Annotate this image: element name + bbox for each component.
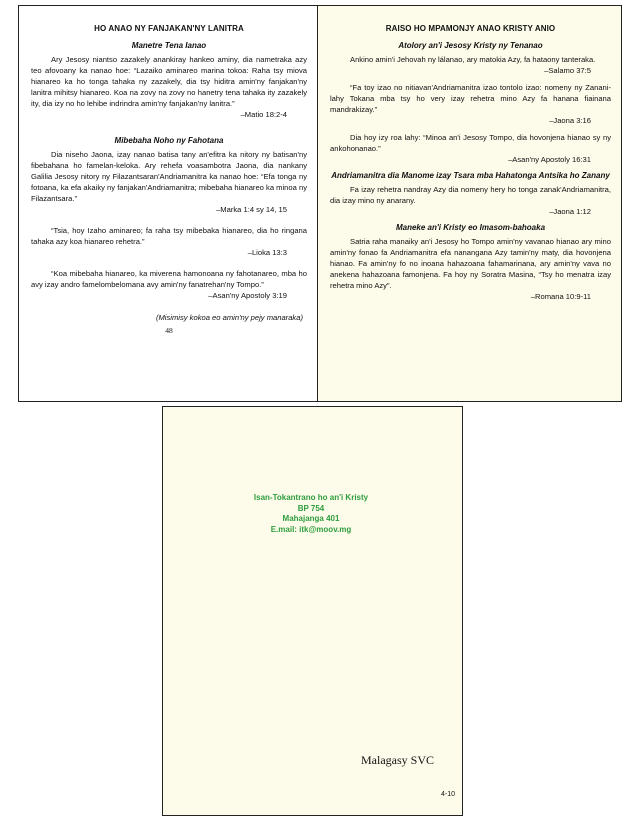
section-title: Maneke an'i Kristy eo Imasom-bahoaka [395, 223, 546, 232]
org-name: Isan-Tokantrano ho an'i Kristy [253, 493, 369, 502]
scripture-reference: –Matio 18:2-4 [240, 110, 287, 119]
paragraph: Dia niseho Jaona, izay nanao batisa tany an'efitra ka nitory ny batisan'ny fibebahana ho famelan-keloka. Ary rehefa voasambotra Jaona, dia nankany Galilia Jesosy nitory ny Filazantsaran'Andriamanitra ka nanao hoe: “Efa tonga ny fotoana, ka efa akaiky ny fanjakan'Andriamanitra; mibebaha hianareo ka minoa ny Filazantsara.” [31, 150, 307, 203]
paragraph: Dia hoy izy roa lahy: “Minoa an'i Jesosy Tompo, dia hovonjena hianao sy ny ankohonanao.” [330, 133, 611, 153]
paragraph: Ankino amin'i Jehovah ny lálanao, ary matokia Azy, fa hataony tanteraka. [350, 55, 596, 64]
right-page-heading: RAISO HO MPAMONJY ANAO KRISTY ANIO [385, 24, 556, 33]
section-title: Atolory an'i Jesosy Kristy ny Tenanao [398, 41, 543, 50]
scripture-reference: –Romana 10:9-11 [530, 292, 591, 301]
left-page-heading: HO ANAO NY FANJAKAN'NY LANITRA [94, 24, 244, 33]
scripture-reference: –Jaona 1:12 [549, 207, 591, 216]
language-label: Malagasy SVC [361, 753, 434, 767]
section-title: Mibebaha Noho ny Fahotana [114, 136, 224, 145]
paragraph: “Koa mibebaha hianareo, ka miverena hamonoana ny fahotanareo, mba ho avy izay andro famelombelomana avy amin'ny fanatrehan'ny Tompo.” [31, 269, 307, 289]
section-title: Manetre Tena Ianao [131, 41, 207, 50]
scripture-reference: –Asan'ny Apostoly 3:19 [208, 291, 287, 300]
paragraph: Ary Jesosy niantso zazakely anankiray hankeo aminy, dia nametraka azy teo afovoany ka nanao hoe: “Lazaiko aminareo marina tokoa: Raha tsy miova hianareo ka ho tonga tahaka ny zazakely, dia tsy hiditra amin'ny fanjakan'ny lanitra mihitsy hianareo. Koa na zovy na zovy no hanetry tena tahaka ity zazakely ity, dia izy no ho lehibe indrindra amin'ny fanjakan'ny lanitra.” [31, 55, 307, 108]
scripture-reference: –Marka 1:4 sy 14, 15 [216, 205, 287, 214]
paragraph: “Tsia, hoy Izaho aminareo; fa raha tsy mibebaka hianareo, dia ho ringana tahaka azy koa hianareo rehetra.” [31, 226, 307, 246]
paragraph: Satria raha manaiky an'i Jesosy ho Tompo amin'ny vavanao hianao ary mino amin'ny fonao fa Andriamanitra efa nanangana Azy tamin'ny maty, dia hovonjena hianao. Fa amin'ny fo no inoana hahazoana fahamarinana, ary amin'ny vava no anekena hahazoana famonjena. Fa hoy ny Soratra Masina, “Tsy ho menatra izay rehetra mino Azy”. [330, 237, 611, 290]
scripture-reference: –Asan'ny Apostoly 16:31 [508, 155, 591, 164]
left-page [18, 5, 317, 402]
right-page [317, 5, 622, 402]
scripture-reference: –Lioka 13:3 [247, 248, 287, 257]
continued-note: (Misimisy kokoa eo amin'ny pejy manaraka) [155, 313, 303, 322]
back-cover [162, 406, 463, 816]
po-box: BP 754 [297, 503, 325, 513]
city: Mahajanga 401 [282, 514, 340, 523]
contact-block [227, 493, 395, 535]
section-title: Andriamanitra dia Manome izay Tsara mba Hahatonga Antsika ho Zanany [331, 171, 610, 180]
page-number: 48 [165, 326, 173, 335]
paragraph: Fa izay rehetra nandray Azy dia nomeny hery ho tonga zanak'Andriamanitra, dia izay mino ny anarany. [330, 185, 611, 205]
paragraph: “Fa toy izao no nitiavan'Andriamanitra izao tontolo izao: nomeny ny Zanani-lahy Tokana mba tsy ho very izay rehetra mino Azy fa hanana fiainana mandrakizay.” [330, 83, 611, 114]
scripture-reference: –Jaona 3:16 [549, 116, 591, 125]
scripture-reference: –Salamo 37:5 [544, 66, 591, 75]
tract-code: 4-10 [441, 791, 456, 798]
email: E.mail: itk@moov.mg [270, 524, 352, 534]
